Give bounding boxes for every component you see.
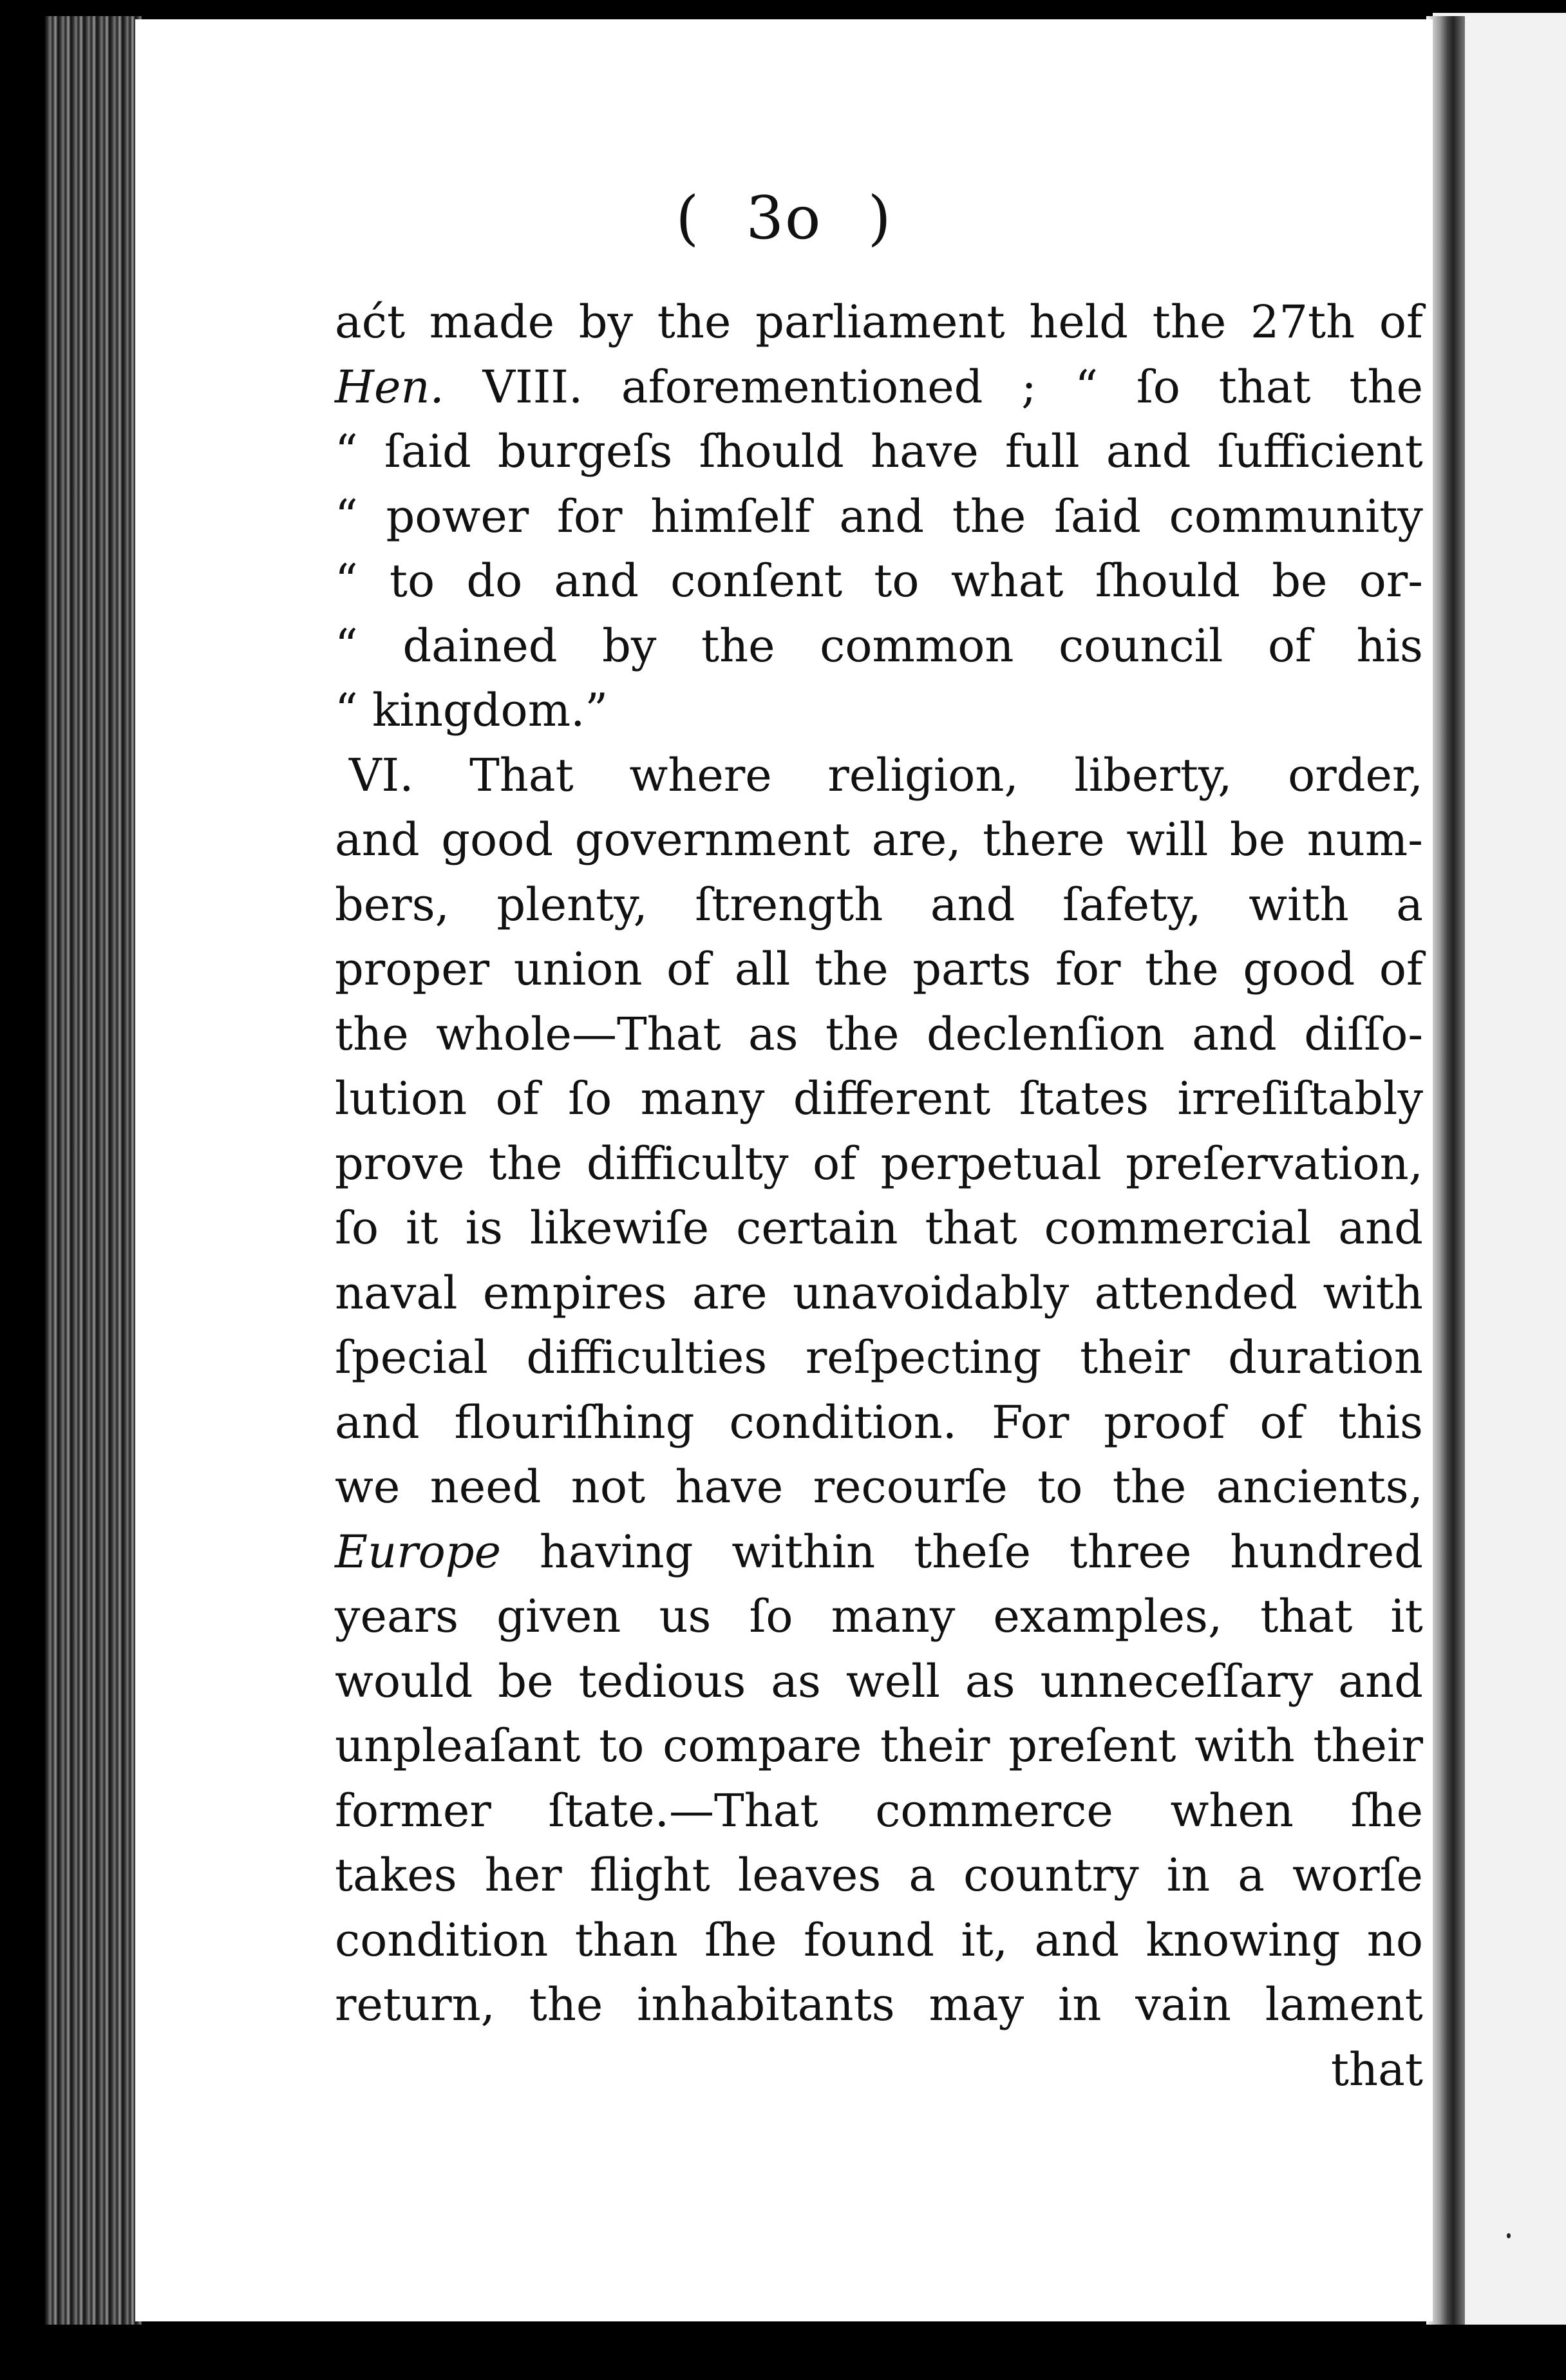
word: of	[812, 1137, 857, 1190]
word: of	[666, 943, 711, 996]
word: their	[1080, 1331, 1190, 1384]
word: diſſo-	[1304, 1007, 1423, 1061]
word: worſe	[1292, 1849, 1423, 1902]
word: of	[1259, 1395, 1304, 1449]
text-line	[335, 1325, 1423, 1390]
word: leaves	[737, 1849, 882, 1902]
word: union	[513, 943, 643, 996]
page-number: ( 3o )	[675, 184, 892, 252]
word: of	[1267, 619, 1312, 672]
word: vain	[1135, 1978, 1231, 2031]
word: prove	[335, 1137, 465, 1190]
word: years	[335, 1590, 459, 1643]
word: a	[1396, 878, 1423, 931]
text-line	[335, 419, 1423, 484]
word: to	[874, 554, 920, 607]
text-line	[335, 1131, 1423, 1196]
word: where	[629, 748, 772, 802]
word: ſafety,	[1062, 878, 1202, 931]
word: of	[1379, 296, 1423, 348]
word: and	[1338, 1202, 1423, 1254]
word: is	[465, 1202, 503, 1254]
word: and	[930, 878, 1015, 931]
word: naval	[335, 1266, 458, 1319]
word: lution	[335, 1072, 467, 1125]
word: aforementioned	[621, 360, 983, 413]
word: preſent	[1008, 1719, 1176, 1772]
word: by	[602, 619, 657, 672]
book-page	[135, 19, 1433, 2321]
word: return,	[335, 1978, 495, 2031]
body-text	[335, 290, 1423, 2102]
word: no	[1366, 1913, 1423, 1967]
book-page-edges	[45, 16, 142, 2334]
word: likewiſe	[529, 1202, 710, 1254]
word: proper	[335, 943, 490, 996]
word: with	[1249, 878, 1349, 931]
word: lament	[1265, 1978, 1423, 2031]
word: ſufficient	[1217, 425, 1423, 478]
text-line: “ kingdom.”	[335, 684, 608, 737]
word: the	[1112, 1460, 1187, 1513]
word: council	[1058, 619, 1223, 672]
word: ſpecial	[335, 1331, 488, 1384]
word: well	[845, 1654, 940, 1708]
word: their	[880, 1719, 990, 1772]
word: of	[1379, 943, 1423, 996]
word: “	[335, 619, 358, 672]
text-line	[335, 743, 1423, 808]
word: as	[771, 1654, 821, 1708]
text-line	[335, 614, 1423, 679]
word: that	[925, 1202, 1017, 1254]
word: a	[1238, 1849, 1265, 1902]
word: former	[335, 1784, 491, 1837]
word: dained	[402, 619, 558, 672]
text-line	[335, 1649, 1423, 1714]
word: the	[814, 943, 889, 996]
word: burgeſs	[497, 425, 673, 478]
word: may	[929, 1978, 1024, 2031]
text-line	[335, 1002, 1423, 1067]
text-line	[335, 290, 1423, 355]
word: “	[335, 425, 358, 478]
word: “	[335, 554, 358, 607]
word: the	[825, 1007, 900, 1061]
word: reſpecting	[805, 1331, 1042, 1384]
word: in	[1166, 1849, 1211, 1902]
word: num-	[1307, 813, 1423, 866]
word: examples,	[993, 1590, 1223, 1643]
word: bers,	[335, 878, 449, 931]
word: parliament	[755, 296, 1005, 348]
word: all	[734, 943, 791, 996]
word: ſtate.—That	[548, 1784, 818, 1837]
word: plenty,	[496, 878, 648, 931]
text-line	[335, 1779, 1423, 1844]
word: the	[1349, 360, 1423, 413]
word: this	[1338, 1395, 1423, 1449]
word: VI.	[349, 748, 414, 802]
word: theſe	[914, 1525, 1032, 1578]
word: compare	[663, 1719, 862, 1772]
word: three	[1069, 1525, 1192, 1578]
word: with	[1194, 1719, 1295, 1772]
word: as	[748, 1007, 798, 1061]
word: and	[335, 1395, 420, 1449]
word: “	[335, 489, 358, 543]
word: That	[469, 748, 574, 802]
word: the	[488, 1137, 563, 1190]
word: within	[731, 1525, 876, 1578]
word: ſo	[1136, 360, 1180, 413]
text-line	[335, 873, 1423, 938]
word: whole—That	[436, 1007, 721, 1061]
word: by	[578, 296, 634, 348]
word: not	[571, 1460, 646, 1513]
text-line	[335, 1972, 1423, 2037]
text-line	[335, 1390, 1423, 1455]
word: and	[1338, 1654, 1423, 1708]
word: inhabitants	[637, 1978, 895, 2031]
word: ;	[1021, 360, 1037, 413]
word: many	[831, 1590, 956, 1643]
word: for	[1055, 943, 1121, 996]
word: unavoidably	[792, 1266, 1070, 1319]
text-line	[335, 1584, 1423, 1649]
word: and	[1106, 425, 1191, 478]
word: held	[1029, 296, 1128, 348]
word: and	[839, 489, 925, 543]
word: takes	[335, 1849, 457, 1902]
word: hundred	[1230, 1525, 1423, 1578]
word: and	[1034, 1913, 1120, 1967]
word: aćt	[335, 296, 406, 348]
word: ſhe	[1350, 1784, 1423, 1837]
scan-bottom-border	[0, 2325, 1566, 2380]
ink-speck	[1507, 2233, 1511, 2238]
word: many	[640, 1072, 765, 1125]
word: ſtrength	[695, 878, 883, 931]
word: knowing	[1146, 1913, 1341, 1967]
word: ſo	[335, 1202, 379, 1254]
word: the	[529, 1978, 603, 2031]
word: community	[1169, 489, 1423, 543]
word: with	[1323, 1266, 1423, 1319]
word: empires	[482, 1266, 667, 1319]
word: when	[1170, 1784, 1294, 1837]
text-line	[335, 355, 1423, 420]
word: recourſe	[813, 1460, 1008, 1513]
word: the	[701, 619, 775, 672]
word: what	[950, 554, 1064, 607]
word: himſelf	[650, 489, 811, 543]
word: ſhould	[699, 425, 844, 478]
word: are,	[871, 813, 961, 866]
word: there	[983, 813, 1105, 866]
word: government	[574, 813, 851, 866]
word: us	[659, 1590, 712, 1643]
word: will	[1126, 813, 1209, 866]
word: the	[1152, 296, 1227, 348]
word: be	[1272, 554, 1328, 607]
word: need	[429, 1460, 542, 1513]
word: ſo	[749, 1590, 793, 1643]
text-line	[335, 1843, 1423, 1908]
word: and	[554, 554, 639, 607]
word: ſaid	[1054, 489, 1141, 543]
word: that	[1260, 1590, 1353, 1643]
word: perpetual	[880, 1137, 1102, 1190]
word: her	[484, 1849, 562, 1902]
word: order,	[1288, 748, 1423, 802]
text-line	[335, 1520, 1423, 1585]
word: preſervation,	[1126, 1137, 1423, 1190]
word: Europe	[335, 1525, 502, 1578]
word: ſtates	[1019, 1072, 1149, 1125]
text-line	[335, 937, 1423, 1002]
text-line	[335, 1066, 1423, 1131]
word: commercial	[1044, 1202, 1312, 1254]
word: difficulties	[526, 1331, 768, 1384]
word: tedious	[578, 1654, 746, 1708]
text-line	[335, 484, 1423, 549]
word: it,	[961, 1913, 1008, 1967]
text-line	[335, 1455, 1423, 1520]
word: power	[386, 489, 529, 543]
word: have	[870, 425, 979, 478]
word: 27th	[1250, 296, 1355, 348]
word: it	[1390, 1590, 1423, 1643]
word: be	[498, 1654, 554, 1708]
word: in	[1057, 1978, 1102, 2031]
word: ſaid	[384, 425, 471, 478]
word: condition.	[729, 1395, 958, 1449]
word: do	[466, 554, 523, 607]
word: the	[952, 489, 1026, 543]
word: the	[1145, 943, 1219, 996]
word: difficulty	[586, 1137, 789, 1190]
word: ſhould	[1095, 554, 1241, 607]
word: a	[909, 1849, 936, 1902]
word: liberty,	[1074, 748, 1232, 802]
word: we	[335, 1460, 401, 1513]
word: of	[495, 1072, 540, 1125]
word: conſent	[670, 554, 843, 607]
word: it	[406, 1202, 439, 1254]
word: or-	[1359, 554, 1423, 607]
text-line	[335, 1261, 1423, 1326]
word: commerce	[875, 1784, 1113, 1837]
word: and	[1192, 1007, 1277, 1061]
word: for	[556, 489, 623, 543]
word: would	[335, 1654, 473, 1708]
word: good	[441, 813, 554, 866]
word: proof	[1104, 1395, 1225, 1449]
text-line	[335, 1908, 1423, 1973]
word: be	[1229, 813, 1286, 866]
word: given	[496, 1590, 621, 1643]
word: different	[793, 1072, 991, 1125]
word: unpleaſant	[335, 1719, 581, 1772]
word: having	[539, 1525, 693, 1578]
word: their	[1313, 1719, 1423, 1772]
word: ſo	[568, 1072, 612, 1125]
text-line	[335, 1196, 1423, 1261]
word: ſhe	[704, 1913, 777, 1967]
text-line	[335, 1714, 1423, 1779]
word: found	[803, 1913, 934, 1967]
word: have	[675, 1460, 784, 1513]
word: full	[1005, 425, 1080, 478]
word: condition	[335, 1913, 549, 1967]
word: unneceſſary	[1040, 1654, 1314, 1708]
word: flight	[589, 1849, 710, 1902]
word: ancients,	[1216, 1460, 1423, 1513]
word: certain	[736, 1202, 898, 1254]
word: to	[389, 554, 435, 607]
word: than	[574, 1913, 678, 1967]
word: VIII.	[482, 360, 583, 413]
word: declenſion	[926, 1007, 1165, 1061]
word: are	[692, 1266, 768, 1319]
word: to	[1037, 1460, 1083, 1513]
word: as	[965, 1654, 1015, 1708]
text-line	[335, 549, 1423, 614]
word: good	[1243, 943, 1355, 996]
word: irreſiſtably	[1177, 1072, 1423, 1125]
word: and	[335, 813, 420, 866]
word: For	[991, 1395, 1070, 1449]
word: country	[963, 1849, 1139, 1902]
word: religion,	[827, 748, 1019, 802]
word: that	[1218, 360, 1311, 413]
word: made	[429, 296, 555, 348]
word: to	[599, 1719, 645, 1772]
word: the	[335, 1007, 409, 1061]
word: “	[1075, 360, 1099, 413]
word: flouriſhing	[454, 1395, 695, 1449]
word: Hen.	[335, 360, 444, 413]
word: common	[820, 619, 1014, 672]
catchword: that	[1330, 2043, 1423, 2096]
word: the	[657, 296, 731, 348]
word: parts	[912, 943, 1032, 996]
word: attended	[1094, 1266, 1298, 1319]
word: his	[1356, 619, 1423, 672]
text-line	[335, 808, 1423, 873]
word: duration	[1228, 1331, 1423, 1384]
